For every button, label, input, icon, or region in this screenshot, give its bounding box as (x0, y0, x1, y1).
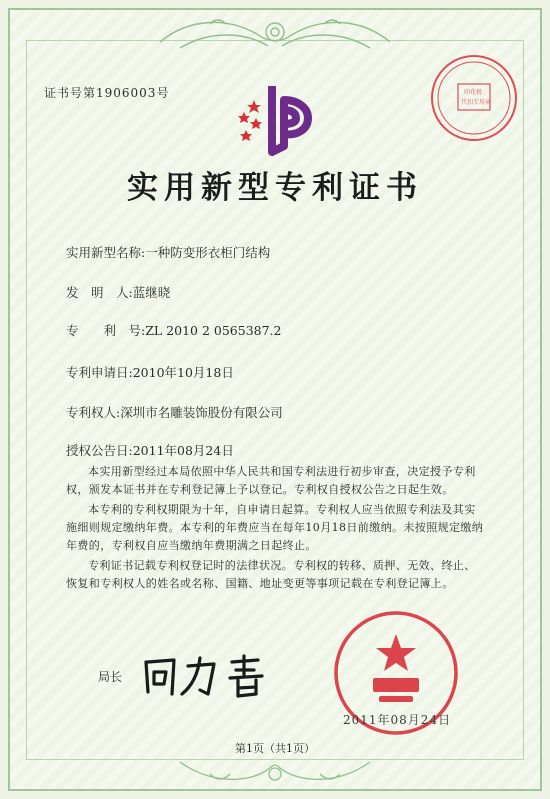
certificate-number: 证书号第1906003号 (44, 86, 170, 100)
inventor-field (66, 283, 170, 301)
page-number: 第1页（共1页） (235, 742, 315, 755)
patent-number-value: ZL 2010 2 0565387.2 (145, 323, 282, 338)
director-label: 局长 (98, 670, 123, 684)
bottom-ornament-icon (170, 752, 380, 790)
inventor-value: 蓝继晓 (132, 285, 171, 300)
inventor-label: 发 明 人: (66, 285, 133, 300)
patent-number-label: 专 利 号: (66, 323, 146, 338)
patentee-label: 专利权人: (66, 405, 121, 420)
top-ornament-icon (150, 12, 400, 60)
grant-date-value: 2011年08月24日 (132, 443, 234, 458)
body-paragraph: 本实用新型经过本局依照中华人民共和国专利法进行初步审查，决定授予专利权，颁发本证书并在专利登记簿上予以登记。专利权自授权公告之日起生效。 (66, 465, 476, 496)
filing-date-label: 专利申请日: (66, 365, 133, 380)
patent-office-logo-icon (232, 78, 318, 156)
utility-model-name-value: 一种防变形衣柜门结构 (145, 245, 271, 260)
director-signature-icon (140, 650, 280, 702)
page-title: 实用新型专利证书 (127, 170, 423, 206)
grant-date-field (66, 441, 234, 459)
seal-date: 2011年08月24日 (343, 713, 452, 727)
utility-model-name-label: 实用新型名称: (66, 245, 146, 260)
svg-text:印花税: 印花税 (464, 89, 483, 96)
patentee-value: 深圳市名雕装饰股份有限公司 (120, 405, 283, 420)
registration-stamp-icon (428, 52, 520, 144)
body-paragraph: 本专利的专利权期限为十年，自申请日起算。专利权人应当依照专利法及其实施细则规定缴纳年费。本专利的年费应当在每年10月18日前缴纳。未按照规定缴纳年费的，专利权自应当缴纳年费期满之日起终止。 (66, 503, 484, 552)
filing-date-value: 2010年10月18日 (132, 365, 234, 380)
filing-date-field (66, 363, 234, 381)
svg-text:代扣专用章: 代扣专用章 (461, 99, 492, 106)
grant-date-label: 授权公告日: (66, 443, 133, 458)
certificate-body (66, 463, 484, 593)
patent-number-field (66, 321, 282, 339)
utility-model-name-field (66, 243, 270, 261)
patentee-field (66, 403, 283, 421)
body-paragraph: 专利证书记载专利权登记时的法律状况。专利权的转移、质押、无效、终止、恢复和专利权人的姓名或名称、国籍、地址变更等事项记载在专利登记簿上。 (66, 559, 476, 590)
